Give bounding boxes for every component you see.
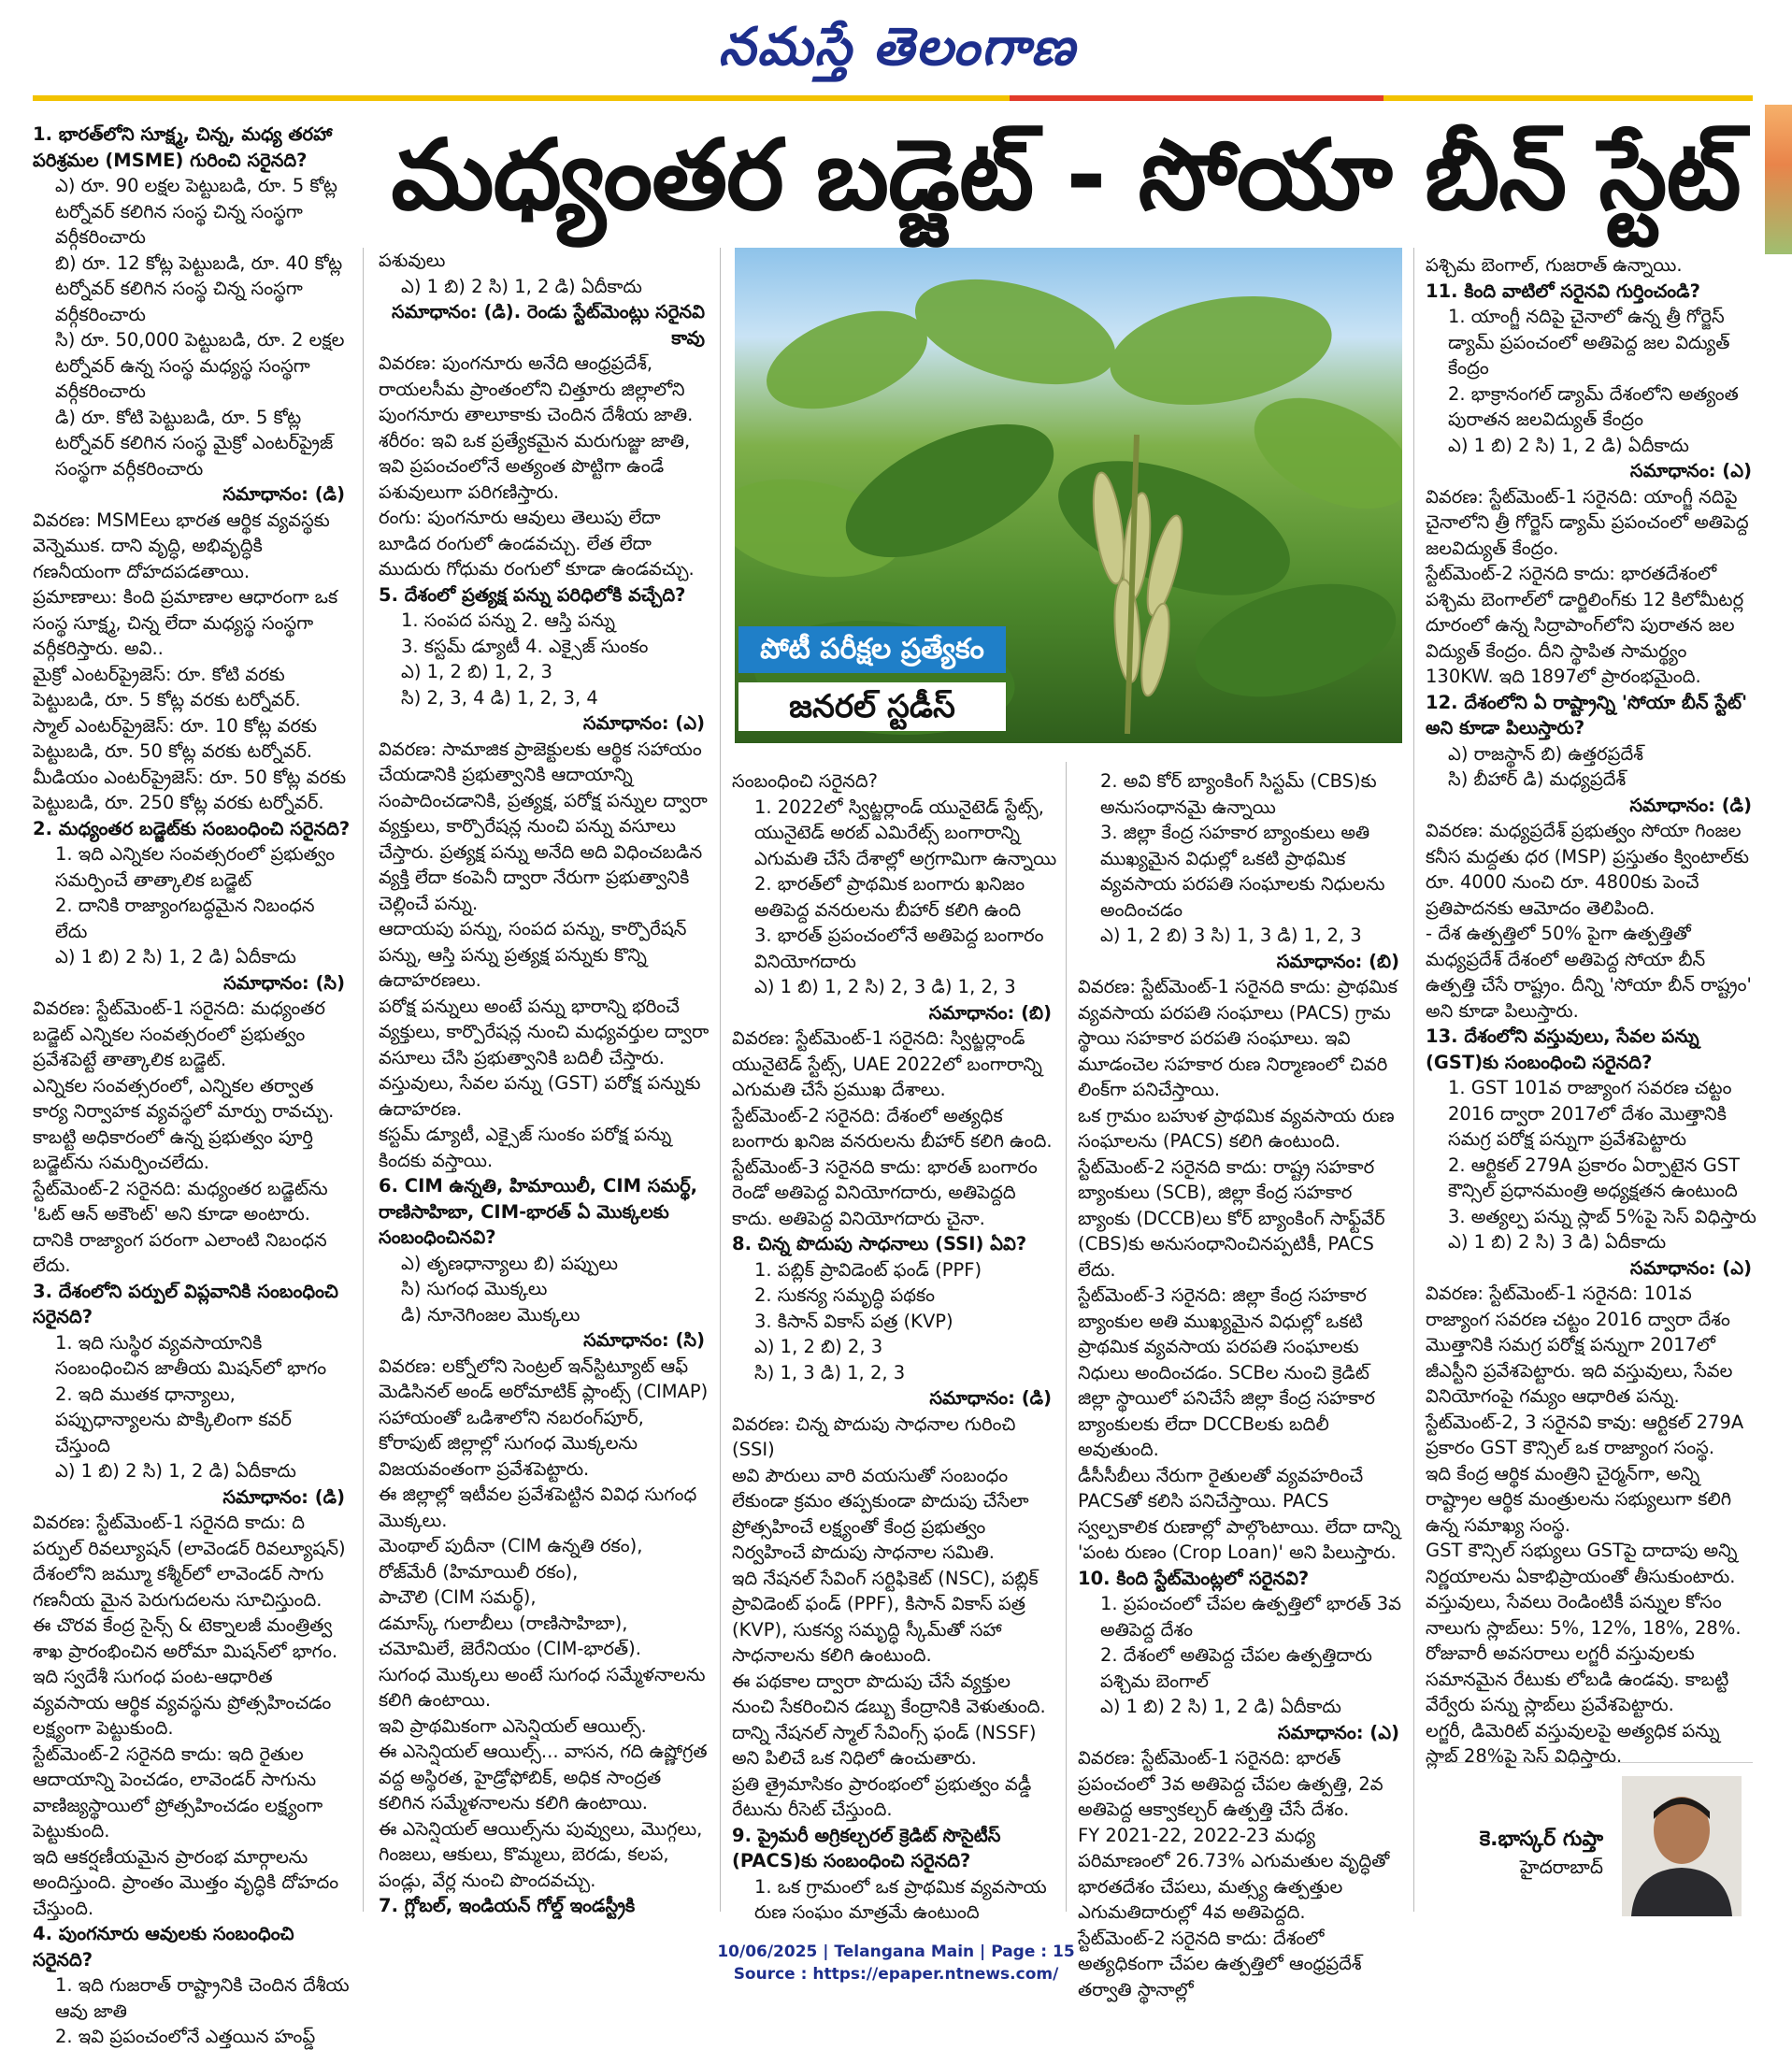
paragraph: ఇది ఆకర్షణీయమైన ప్రారంభ మార్గాలను అందిస్తుంది. ప్రాంతం మొత్తం వృద్ధికి దోహదం చేస్తుంది. [33, 1845, 339, 1919]
paragraph: 13. దేశంలోని వస్తువులు, సేవల పన్ను (GST)కు సంబంధించి సరైనది? [1426, 1025, 1699, 1073]
paragraph: ఈ చొరవ కేంద్ర సైన్స్ & టెక్నాలజీ మంత్రిత్వ శాఖ ప్రారంభించిన అరోమా మిషన్‌లో భాగం. [33, 1614, 338, 1662]
paragraph: 3. అత్యల్ప పన్ను స్లాబ్ 5%పై సెస్ విధిస్తారు [1448, 1205, 1756, 1227]
paragraph: 5. దేశంలో ప్రత్యక్ష పన్ను పరిధిలోకి వచ్చేది? [379, 583, 686, 606]
paragraph: సంబంధించి సరైనది? [732, 770, 878, 792]
paragraph: ఈ ఎసెన్షియల్ ఆయిల్స్‌ను పువ్వులు, మొగ్గలు, గింజలు, ఆకులు, కొమ్మలు, బెరడు, కలప, పండ్లు, వేర్ల నుంచి పొందవచ్చు. [379, 1817, 703, 1891]
paragraph: మెంథాల్ పుదీనా (CIM ఉన్నతి రకం), [379, 1535, 643, 1556]
author-name: కె.భాస్కర్ గుప్తా [1479, 1828, 1603, 1851]
paragraph: ఎ) 1, 2 బి) 3 సి) 1, 3 డి) 1, 2, 3 [1100, 925, 1362, 946]
paragraph: వివరణ: స్టేట్‌మెంట్-1 సరైనది: భారత్ ప్రపంచంలో 3వ అతిపెద్ద చేపల ఉత్పత్తి, 2వ అతిపెద్ద ఆక్వాకల్చర్ ఉత్పత్తి చేసే దేశం. [1078, 1747, 1383, 1820]
paragraph: ఎ) 1 బి) 1, 2 సి) 2, 3 డి) 1, 2, 3 [754, 976, 1016, 997]
paragraph: 3. కిసాన్ వికాస్ పత్ర (KVP) [754, 1310, 953, 1332]
paragraph: 11. కింది వాటిలో సరైనవి గుర్తించండి? [1426, 280, 1700, 302]
paragraph: 3. జిల్లా కేంద్ర సహకార బ్యాంకులు అతి ముఖ్యమైన విధుల్లో ఒకటి ప్రాథమిక వ్యవసాయ పరపతి సంఘాలకు నిధులను అందించడం [1100, 822, 1385, 921]
paragraph: వివరణ: సామాజిక ప్రాజెక్టులకు ఆర్థిక సహాయం చేయడానికి ప్రభుత్వానికి ఆదాయాన్ని సంపాదించడానికి, ప్రత్యక్ష, పరోక్ష పన్నుల ద్వారా వ్యక్తులు, కార్పొరేషన్ల నుంచి పన్ను వసూలు చేస్తారు. ప్రత్యక్ష పన్ను అనేది అది విధించబడిన వ్యక్తి లేదా కంపెనీ ద్వారా నేరుగా ప్రభుత్వానికి చెల్లించే పన్ను. [379, 738, 708, 914]
paragraph: 6. CIM ఉన్నతి, హిమాయిలీ, CIM సమర్థ్, రాణిసాహిబా, CIM-భారత్ ఏ మొక్కలకు సంబంధించినవి? [379, 1175, 698, 1248]
paragraph: 4. పుంగనూరు ఆవులకు సంబంధించి సరైనది? [33, 1923, 294, 1971]
paragraph: మైక్రో ఎంటర్‌ప్రైజెస్: రూ. కోటి వరకు పెట్టుబడి, రూ. 5 కోట్ల వరకు టర్నోవర్. [33, 663, 301, 710]
paragraph: 1. సంపద పన్ను 2. ఆస్తి పన్ను [401, 609, 616, 631]
paragraph: వస్తువులు, సేవలు రెండింటికీ పన్నుల కోసం నాలుగు స్లాబ్‌లు: 5%, 12%, 18%, 28%. [1426, 1591, 1742, 1639]
paragraph: 1. పబ్లిక్ ప్రావిడెంట్ ఫండ్ (PPF) [754, 1258, 982, 1281]
paragraph: వస్తువులు, సేవల పన్ను (GST) పరోక్ష పన్నుకు ఉదాహరణ. [379, 1072, 701, 1120]
paragraph: వివరణ: స్టేట్‌మెంట్-1 సరైనది: యాంగ్జీ నదిపై చైనాలోని త్రీ గోర్జెస్ డ్యామ్ ప్రపంచంలో అతిపెద్ద జలవిద్యుత్ కేంద్రం. [1426, 485, 1749, 559]
paragraph: ఒక గ్రామం బహుళ ప్రాథమిక వ్యవసాయ రుణ సంఘాలను (PACS) కలిగి ఉంటుంది. [1078, 1104, 1395, 1152]
paragraph: వివరణ: పుంగనూరు అనేది ఆంధ్రప్రదేశ్, రాయలసీమ ప్రాంతంలోని చిత్తూరు జిల్లాలోని పుంగనూరు తాలూకాకు చెందిన దేశీయ జాతి. [379, 352, 694, 425]
paragraph: అవి పౌరులు వారి వయసుతో సంబంధం లేకుండా క్రమం తప్పకుండా పొదుపు చేసేలా ప్రోత్సహించే లక్ష్యంతో కేంద్ర ప్రభుత్వం నిర్వహించే పొదుపు సాధనాల సమితి. [732, 1464, 1029, 1563]
paragraph: 2. భాక్రానంగల్ డ్యామ్ దేశంలోని అత్యంత పురాతన జలవిద్యుత్ కేంద్రం [1448, 382, 1739, 430]
footer-source: Source : https://epaper.ntnews.com/ [733, 1965, 1059, 1984]
paragraph: స్మాల్ ఎంటర్‌ప్రైజెస్: రూ. 10 కోట్ల వరకు పెట్టుబడి, రూ. 50 కోట్ల వరకు టర్నోవర్. [33, 714, 317, 762]
paragraph: వివరణ: లక్నోలోని సెంట్రల్ ఇన్‌స్టిట్యూట్ ఆఫ్ మెడిసినల్ అండ్ అరోమాటిక్ ప్లాంట్స్ (CIMAP) సహాయంతో ఒడిశాలోని నబరంగ్‌పూర్, కోరాపుట్ జిల్లాల్లో సుగంధ మొక్కలను విజయవంతంగా ప్రవేశపెట్టారు. [379, 1355, 709, 1480]
article-column-2 [379, 248, 710, 1919]
column-divider [363, 248, 364, 1912]
paragraph: 1. GST 101వ రాజ్యాంగ సవరణ చట్టం 2016 ద్వారా 2017లో దేశం మొత్తానికి సమగ్ర పరోక్ష పన్నుగా ప్రవేశపెట్టారు [1448, 1077, 1732, 1150]
paragraph: 2. అవి కోర్ బ్యాంకింగ్ సిస్టమ్ (CBS)కు అనుసంధానమై ఉన్నాయి [1100, 770, 1377, 818]
paragraph: సమాధానం: (ఎ) [582, 712, 705, 734]
paragraph: ఈ ఎసెన్షియల్ ఆయిల్స్... వాసన, గది ఉష్ణోగ్రత వద్ద అస్థిరత, హైడ్రోఫోబిక్, అధిక సాంద్రత కలిగిన సమ్మేళనాలను కలిగి ఉంటాయి. [379, 1741, 708, 1813]
paragraph: స్టేట్‌మెంట్-3 సరైనది కాదు: భారత్ బంగారం రెండో అతిపెద్ద వినియోగదారు, అతిపెద్దది కాదు. అతిపెద్ద వినియోగదారు చైనా. [732, 1155, 1038, 1229]
paragraph: డి) నూనెగింజల మొక్కలు [401, 1303, 581, 1326]
footer-date-page: 10/06/2025 | Telangana Main | Page : 15 [717, 1942, 1075, 1961]
paragraph: సి) రూ. 50,000 పెట్టుబడి, రూ. 2 లక్షల టర్నోవర్ ఉన్న సంస్థ మధ్యస్థ సంస్థగా వర్గీకరించారు [55, 329, 345, 402]
paragraph: 2. సుకన్య సమృద్ధి పథకం [754, 1284, 936, 1306]
article-column-4 [1078, 768, 1405, 2002]
paragraph: వివరణ: స్టేట్‌మెంట్-1 సరైనది కాదు: ది పర్పుల్ రివల్యూషన్ (లావెండర్ రివల్యూషన్) దేశంలోని జమ్మూ కశ్మీర్‌లో లావెండర్ సాగు గణనీయ మైన పెరుగుదలను సూచిస్తుంది. [33, 1512, 346, 1611]
paragraph: 1. ఇది ఎన్నికల సంవత్సరంలో ప్రభుత్వం సమర్పించే తాత్కాలిక బడ్జెట్ [55, 843, 336, 891]
paragraph: పరోక్ష పన్నులు అంటే పన్ను భారాన్ని భరించే వ్యక్తులు, కార్పొరేషన్ల నుంచి మధ్యవర్తుల ద్వారా వసూలు చేసి ప్రభుత్వానికి బదిలీ చేస్తారు. [379, 995, 710, 1068]
paragraph: సమాధానం: (సి) [583, 1329, 705, 1351]
paragraph: 2. దానికి రాజ్యాంగబద్ధమైన నిబంధన లేదు [55, 895, 315, 942]
paragraph: బి) రూ. 12 కోట్ల పెట్టుబడి, రూ. 40 కోట్ల టర్నోవర్ కలిగిన సంస్థ చిన్న సంస్థగా వర్గీకరించారు [55, 251, 343, 325]
paragraph: సమాధానం: (ఎ) [1277, 1721, 1399, 1743]
paragraph: సమాధానం: (బి) [928, 1001, 1052, 1024]
paragraph: 2. ఇవి ప్రపంచంలోనే ఎత్తయిన హంప్డ్ [55, 2026, 316, 2047]
paragraph: పాచౌలి (CIM సమర్థ్), [379, 1586, 537, 1608]
paragraph: స్టేట్‌మెంట్-2 సరైనది: మధ్యంతర బడ్జెట్‌ను 'ఓట్ ఆన్ అకౌంట్' అని కూడా అంటారు. దానికి రాజ్యాంగ పరంగా ఎలాంటి నిబంధన లేదు. [33, 1177, 328, 1276]
column-divider [720, 248, 721, 1912]
paragraph: ఎ) తృణధాన్యాలు బి) పప్పులు [401, 1252, 618, 1274]
paragraph: ఇవి ప్రాథమికంగా ఎసెన్షియల్ ఆయిల్స్. [379, 1714, 647, 1737]
paragraph: 2. ఆర్టికల్ 279A ప్రకారం ఏర్పాటైన GST కౌన్సిల్ ప్రధానమంత్రి అధ్యక్షతన ఉంటుంది [1448, 1154, 1741, 1201]
paragraph: 1. యాంగ్జీ నదిపై చైనాలో ఉన్న త్రీ గోర్జెస్ డ్యామ్ ప్రపంచంలో అతిపెద్ద జల విద్యుత్ కేంద్రం [1448, 306, 1730, 379]
paragraph: వివరణ: MSMEలు భారత ఆర్థిక వ్యవస్థకు వెన్నెముక. దాని వృద్ధి, అభివృద్ధికి గణనీయంగా దోహదపడతాయి. [33, 509, 330, 582]
paragraph: శరీరం: ఇవి ఒక ప్రత్యేకమైన మరుగుజ్జు జాతి, ఇవి ప్రపంచంలోనే అత్యంత పొట్టిగా ఉండే పశువులుగా పరిగణిస్తారు. [379, 429, 691, 503]
paragraph: 3. దేశంలోని పర్పుల్ విప్లవానికి సంబంధించి సరైనది? [33, 1280, 338, 1327]
paragraph: ఎన్నికల సంవత్సరంలో, ఎన్నికల తర్వాత కార్య నిర్వాహక వ్యవస్థలో మార్పు రావచ్చు. కాబట్టి అధికారంలో ఉన్న ప్రభుత్వం పూర్తి బడ్జెట్‌ను సమర్పించలేదు. [33, 1074, 335, 1173]
top-rule-accent [1010, 95, 1383, 101]
corner-thumbnail [1765, 105, 1792, 254]
paragraph: రోజువారీ అవసరాలు లగ్జరీ వస్తువులకు సమానమైన రేటుకు లోబడి ఉండవు. కాబట్టి వేర్వేరు పన్ను స్లాబ్‌లు ప్రవేశపెట్టారు. [1426, 1642, 1729, 1715]
paragraph: ఆదాయపు పన్ను, సంపద పన్ను, కార్పొరేషన్ పన్ను, ఆస్తి పన్ను ప్రత్యక్ష పన్నుకు కొన్ని ఉదాహరణలు. [379, 918, 687, 991]
paragraph: 1. ప్రపంచంలో చేపల ఉత్పత్తిలో భారత్ 3వ అతిపెద్ద దేశం [1100, 1593, 1401, 1641]
masthead [710, 9, 1084, 84]
paragraph: ఎ) రూ. 90 లక్షల పెట్టుబడి, రూ. 5 కోట్ల టర్నోవర్ కలిగిన సంస్థ చిన్న సంస్థగా వర్గీకరించారు [55, 175, 337, 248]
paragraph: సమాధానం: (బి) [1276, 950, 1399, 972]
paragraph: ఎ) 1 బి) 2 సి) 1, 2 డి) ఏదీకాదు [401, 275, 642, 297]
paragraph: డీసీసీబీలు నేరుగా రైతులతో వ్యవహరించే PACSతో కలిసి పనిచేస్తాయి. PACS స్వల్పకాలిక రుణాల్లో పాల్గొంటాయి. లేదా దాన్ని 'పంట రుణం (Crop Loan)' అని పిలుస్తారు. [1078, 1464, 1401, 1563]
article-column-3 [732, 768, 1057, 1926]
paragraph: ప్రమాణాలు: కింది ప్రమాణాల ఆధారంగా ఒక సంస్థ సూక్ష్మ, చిన్న లేదా మధ్యస్థ సంస్థగా వర్గీకరిస్తారు. అవి.. [33, 586, 338, 659]
paragraph: 1. 2022లో స్విట్జర్లాండ్ యునైటెడ్ స్టేట్స్, యునైటెడ్ అరబ్ ఎమిరేట్స్ బంగారాన్ని ఎగుమతి చేసే దేశాల్లో అగ్రగామిగా ఉన్నాయి [754, 796, 1057, 869]
paragraph: పశువులు [379, 250, 446, 271]
author-city: హైదరాబాద్ [1519, 1856, 1603, 1878]
column-divider [1413, 248, 1414, 1912]
paragraph: 2. దేశంలో అతిపెద్ద చేపల ఉత్పత్తిదారు పశ్చిమ బెంగాల్ [1100, 1644, 1372, 1692]
paragraph: వివరణ: స్టేట్‌మెంట్-1 సరైనది: మధ్యంతర బడ్జెట్ ఎన్నికల సంవత్సరంలో ప్రభుత్వం ప్రవేశపెట్టే తాత్కాలిక బడ్జెట్. [33, 997, 325, 1070]
paragraph: స్టేట్‌మెంట్-3 సరైనది: జిల్లా కేంద్ర సహకార బ్యాంకుల అతి ముఖ్యమైన విధుల్లో ఒకటి ప్రాథమిక వ్యవసాయ పరపతి సంఘాలకు నిధులు అందించడం. SCBల నుంచి క్రెడిట్ జిల్లా స్థాయిలో పనిచేసే జిల్లా కేంద్ర సహకార బ్యాంకులకు లేదా DCCBలకు బదిలీ అవుతుంది. [1078, 1284, 1375, 1460]
page-footer [0, 1941, 1792, 1985]
paragraph: లగ్జరీ, డిమెరిట్ వస్తువులపై అత్యధిక పన్ను స్లాబ్ 28%పై సెస్ విధిస్తారు. [1426, 1719, 1720, 1767]
article-column-5 [1426, 252, 1757, 1770]
paragraph: సమాధానం: (ఎ) [1629, 1256, 1752, 1279]
paragraph: సమాధానం: (ఎ) [1629, 460, 1752, 481]
author-portrait [1622, 1776, 1742, 1916]
paragraph: ఇది స్వదేశీ సుగంధ పంట-ఆధారిత వ్యవసాయ ఆర్థిక వ్యవస్థను ప్రోత్సహించడం లక్ష్యంగా పెట్టుకుంది. [33, 1666, 332, 1739]
paragraph: స్టేట్‌మెంట్-2 సరైనది కాదు: రాష్ట్ర సహకార బ్యాంకులు (SCB), జిల్లా కేంద్ర సహకార బ్యాంకు (DCCB)లు కోర్ బ్యాంకింగ్ సాఫ్ట్‌వేర్ (CBS)కు అనుసంధానించినప్పటికీ, PACS లేదు. [1078, 1155, 1385, 1281]
article-column-1 [33, 122, 351, 2050]
author-photo [1622, 1776, 1742, 1916]
paragraph: రోజ్‌మేరీ (హిమాయిలీ రకం), [379, 1560, 579, 1583]
paragraph: ఎ) 1 బి) 2 సి) 1, 2 డి) ఏదీకాదు [1448, 434, 1689, 456]
paragraph: 3. భారత్ ప్రపంచంలోనే అతిపెద్ద బంగారం వినియోగదారు [754, 925, 1044, 972]
headline: మధ్యంతర బడ్జెట్ - సోయా బీన్ స్టేట్ [391, 118, 1741, 232]
paragraph: డి) రూ. కోటి పెట్టుబడి, రూ. 5 కోట్ల టర్నోవర్ కలిగిన సంస్థ మైక్రో ఎంటర్‌ప్రైజ్ సంస్థగా వర్గీకరించారు [55, 406, 334, 480]
paragraph: కస్టమ్ డ్యూటీ, ఎక్సైజ్ సుంకం పరోక్ష పన్ను కిందకు వస్తాయి. [379, 1124, 672, 1171]
paragraph: స్టేట్‌మెంట్-2 సరైనది కాదు: భారతదేశంలో పశ్చిమ బెంగాల్‌లో డార్జిలింగ్‌కు 12 కిలోమీటర్ల దూరంలో ఉన్న సిద్రాపాంగ్‌లోని పురాతన జల విద్యుత్ కేంద్రం. దీని స్థాపిత సామర్థ్యం 130KW. ఇది 1897లో ప్రారంభమైంది. [1426, 563, 1744, 687]
paragraph: ఎ) 1 బి) 2 సి) 1, 2 డి) ఏదీకాదు [1100, 1696, 1341, 1717]
paragraph: సమాధానం: (డి) [222, 483, 345, 505]
paragraph: ఇది నేషనల్ సేవింగ్ సర్టిఫికెట్ (NSC), పబ్లిక్ ప్రావిడెంట్ ఫండ్ (PPF), కిసాన్ వికాస్ పత్ర (KVP), సుకన్య సమృద్ధి స్కీమ్‌తో సహా సాధనాలను కలిగి ఉంటుంది. [732, 1567, 1039, 1666]
paragraph: ఇది కేంద్ర ఆర్థిక మంత్రిని చైర్మన్‌గా, అన్ని రాష్ట్రాల ఆర్థిక మంత్రులను సభ్యులుగా కలిగి ఉన్న సమాఖ్య సంస్థ. [1426, 1462, 1732, 1536]
paragraph: 2. ఇది ముతక ధాన్యాలు, పప్పుధాన్యాలను పొక్కిలింగా కవర్ చేస్తుంది [55, 1383, 292, 1456]
paragraph: ప్రతి త్రైమాసికం ప్రారంభంలో ప్రభుత్వం వడ్డీ రేటును రీసెట్ చేస్తుంది. [732, 1772, 1032, 1820]
paragraph: GST కౌన్సిల్ సభ్యులు GSTపై దాదాపు అన్ని నిర్ణయాలను ఏకాభిప్రాయంతో తీసుకుంటారు. [1426, 1540, 1738, 1587]
general-studies-tag: జనరల్ స్టడీస్ [738, 682, 1006, 731]
paragraph: ఎ) 1 బి) 2 సి) 3 డి) ఏదీకాదు [1448, 1231, 1667, 1253]
paragraph: సమాధానం: (డి) [929, 1387, 1052, 1409]
paragraph: స్టేట్‌మెంట్-2 సరైనది: దేశంలో అత్యధిక బంగారు ఖనిజ వనరులను బీహార్ కలిగి ఉంది. [732, 1104, 1053, 1152]
paragraph: సి) సుగంధ మొక్కలు [401, 1278, 548, 1299]
paragraph: ఎ) 1 బి) 2 సి) 1, 2 డి) ఏదీకాదు [55, 946, 296, 968]
paragraph: సమాధానం: (డి). రెండు స్టేట్‌మెంట్లు సరైనవి కావు [392, 301, 705, 349]
paragraph: సి) బీహార్ డి) మధ్యప్రదేశ్ [1448, 768, 1627, 790]
paragraph: 2. మధ్యంతర బడ్జెట్‌కు సంబంధించి సరైనది? [33, 817, 351, 839]
paragraph: వివరణ: చిన్న పొదుపు సాధనాల గురించి (SSI) [732, 1412, 1016, 1460]
paragraph: పశ్చిమ బెంగాల్, గుజరాత్ ఉన్నాయి. [1426, 254, 1683, 276]
competitive-exams-tag: పోటీ పరీక్షల ప్రత్యేకం [738, 626, 1006, 673]
paragraph: 12. దేశంలోని ఏ రాష్ట్రాన్ని 'సోయా బీన్ స్టేట్' అని కూడా పిలుస్తారు? [1426, 691, 1748, 738]
paragraph: సి) 1, 3 డి) 1, 2, 3 [754, 1361, 906, 1383]
paragraph: 1. ఒక గ్రామంలో ఒక ప్రాథమిక వ్యవసాయ రుణ సంఘం మాత్రమే ఉంటుంది [754, 1875, 1047, 1923]
paragraph: స్టేట్‌మెంట్-2 సరైనది కాదు: దేశంలో అత్యధికంగా చేపల ఉత్పత్తిలో ఆంధ్రప్రదేశ్ తర్వాతి స్థానాల్లో [1078, 1927, 1362, 2000]
paragraph: వివరణ: మధ్యప్రదేశ్ ప్రభుత్వం సోయా గింజల కనీస మద్దతు ధర (MSP) ప్రస్తుతం క్వింటాల్‌కు రూ. 4000 నుంచి రూ. 4800కు పెంచే ప్రతిపాదనకు ఆమోదం తెలిపింది. [1426, 820, 1750, 919]
paragraph: 1. ఇది గుజరాత్ రాష్ట్రానికి చెందిన దేశీయ ఆవు జాతి [55, 1974, 350, 2022]
masthead-logo: నమస్తే తెలంగాణ [718, 16, 1077, 78]
paragraph: 3. కస్టమ్ డ్యూటీ 4. ఎక్సైజ్ సుంకం [401, 635, 649, 657]
paragraph: ఈ జిల్లాల్లో ఇటీవల ప్రవేశపెట్టిన వివిధ సుగంధ మొక్కలు. [379, 1484, 697, 1531]
paragraph: 8. చిన్న పొదుపు సాధనాలు (SSI) ఏవి? [732, 1233, 1027, 1254]
paragraph: 10. కింది స్టేట్‌మెంట్లలో సరైనవి? [1078, 1567, 1310, 1589]
paragraph: స్టేట్‌మెంట్-2, 3 సరైనవి కావు: ఆర్టికల్ 279A ప్రకారం GST కౌన్సిల్ ఒక రాజ్యాంగ సంస్థ. [1426, 1411, 1744, 1458]
paragraph: ఎ) 1 బి) 2 సి) 1, 2 డి) ఏదీకాదు [55, 1460, 296, 1482]
paragraph: 7. గ్లోబల్, ఇండియన్ గోల్డ్ ఇండస్ట్రీకి [379, 1895, 636, 1916]
paragraph: ఎ) రాజస్థాన్ బి) ఉత్తరప్రదేశ్ [1448, 742, 1643, 765]
paragraph: చమోమిలే, జెరేనియం (CIM-భారత్). [379, 1638, 641, 1659]
paragraph: రంగు: పుంగనూరు ఆవులు తెలుపు లేదా బూడిద రంగులో ఉండవచ్చు. లేత లేదా ముదురు గోధుమ రంగులో కూడా ఉండవచ్చు. [379, 507, 695, 580]
paragraph: సమాధానం: (సి) [223, 971, 345, 994]
paragraph: మీడియం ఎంటర్‌ప్రైజెస్: రూ. 50 కోట్ల వరకు పెట్టుబడి, రూ. 250 కోట్ల వరకు టర్నోవర్. [33, 766, 347, 813]
paragraph: ఎ) 1, 2 బి) 1, 2, 3 [401, 661, 552, 682]
paragraph: 2. భారత్‌లో ప్రాథమిక బంగారు ఖనిజం అతిపెద్ద వనరులను బీహార్ కలిగి ఉంది [754, 873, 1025, 921]
paragraph: - దేశ ఉత్పత్తిలో 50% పైగా ఉత్పత్తితో మధ్యప్రదేశ్ దేశంలో అతిపెద్ద సోయా బీన్ ఉత్పత్తి చేసే రాష్ట్రం. దీన్ని 'సోయా బీన్ రాష్ట్రం' అని కూడా పిలుస్తారు. [1426, 923, 1752, 1022]
paragraph: వివరణ: స్టేట్‌మెంట్-1 సరైనది కాదు: ప్రాథమిక వ్యవసాయ పరపతి సంఘాలు (PACS) గ్రామ స్థాయి సహకార పరపతి సంఘాలు. ఇవి మూడంచెల సహకార రుణ నిర్మాణంలో చివరి లింక్‌గా పనిచేస్తాయి. [1078, 976, 1398, 1100]
paragraph: సి) 2, 3, 4 డి) 1, 2, 3, 4 [401, 686, 598, 709]
paragraph: స్టేట్‌మెంట్-2 సరైనది కాదు: ఇది రైతుల ఆదాయాన్ని పెంచడం, లావెండర్ సాగును వాణిజ్యస్థాయిలో ప్రోత్సహించడం లక్ష్యంగా పెట్టుకుంది. [33, 1742, 323, 1842]
top-rule [33, 95, 1753, 101]
column-divider [1066, 762, 1067, 1912]
paragraph: సమాధానం: (డి) [1629, 794, 1752, 816]
paragraph: ఈ పథకాల ద్వారా పొదుపు చేసే వ్యక్తుల నుంచి సేకరించిన డబ్బు కేంద్రానికి వెళుతుంది. దాన్ని నేషనల్ స్మాల్ సేవింగ్స్ ఫండ్ (NSSF) అని పిలిచే ఒక నిధిలో ఉంచుతారు. [732, 1670, 1046, 1769]
paragraph: డమాస్క్ గులాబీలు (రాణిసాహిబా), [379, 1612, 628, 1634]
paragraph: 9. ప్రైమరీ అగ్రికల్చరల్ క్రెడిట్ సొసైటీస్ (PACS)కు సంబంధించి సరైనది? [732, 1824, 1001, 1871]
paragraph: వివరణ: స్టేట్‌మెంట్-1 సరైనది: 101వ రాజ్యాంగ సవరణ చట్టం 2016 ద్వారా దేశం మొత్తానికి సమగ్ర పరోక్ష పన్నుగా 2017లో జీఎస్టీని ప్రవేశపెట్టారు. ఇది వస్తువులు, సేవల వినియోగంపై గమ్యం ఆధారిత పన్ను. [1426, 1283, 1733, 1407]
paragraph: 1. ఇది సుస్థిర వ్యవసాయానికి సంబంధించిన జాతీయ మిషన్‌లో భాగం [55, 1331, 327, 1379]
paragraph: సుగంధ మొక్కలు అంటే సుగంధ సమ్మేళనాలను కలిగి ఉంటాయి. [379, 1663, 706, 1711]
paragraph: FY 2021-22, 2022-23 మధ్య పరిమాణంలో 26.73% ఎగుమతుల వృద్ధితో భారతదేశం చేపలు, మత్స్య ఉత్పత్తుల ఎగుమతిదారుల్లో 4వ అతిపెద్దది. [1078, 1824, 1390, 1923]
paragraph: వివరణ: స్టేట్‌మెంట్-1 సరైనది: స్విట్జర్లాండ్ యునైటెడ్ స్టేట్స్, UAE 2022లో బంగారాన్ని ఎగుమతి చేసే ప్రముఖ దేశాలు. [732, 1027, 1042, 1100]
paragraph: సమాధానం: (డి) [222, 1485, 345, 1508]
paragraph: 1. భారత్‌లోని సూక్ష్మ, చిన్న, మధ్య తరహా పరిశ్రమల (MSME) గురించి సరైనది? [33, 123, 333, 171]
paragraph: ఎ) 1, 2 బి) 2, 3 [754, 1336, 883, 1357]
